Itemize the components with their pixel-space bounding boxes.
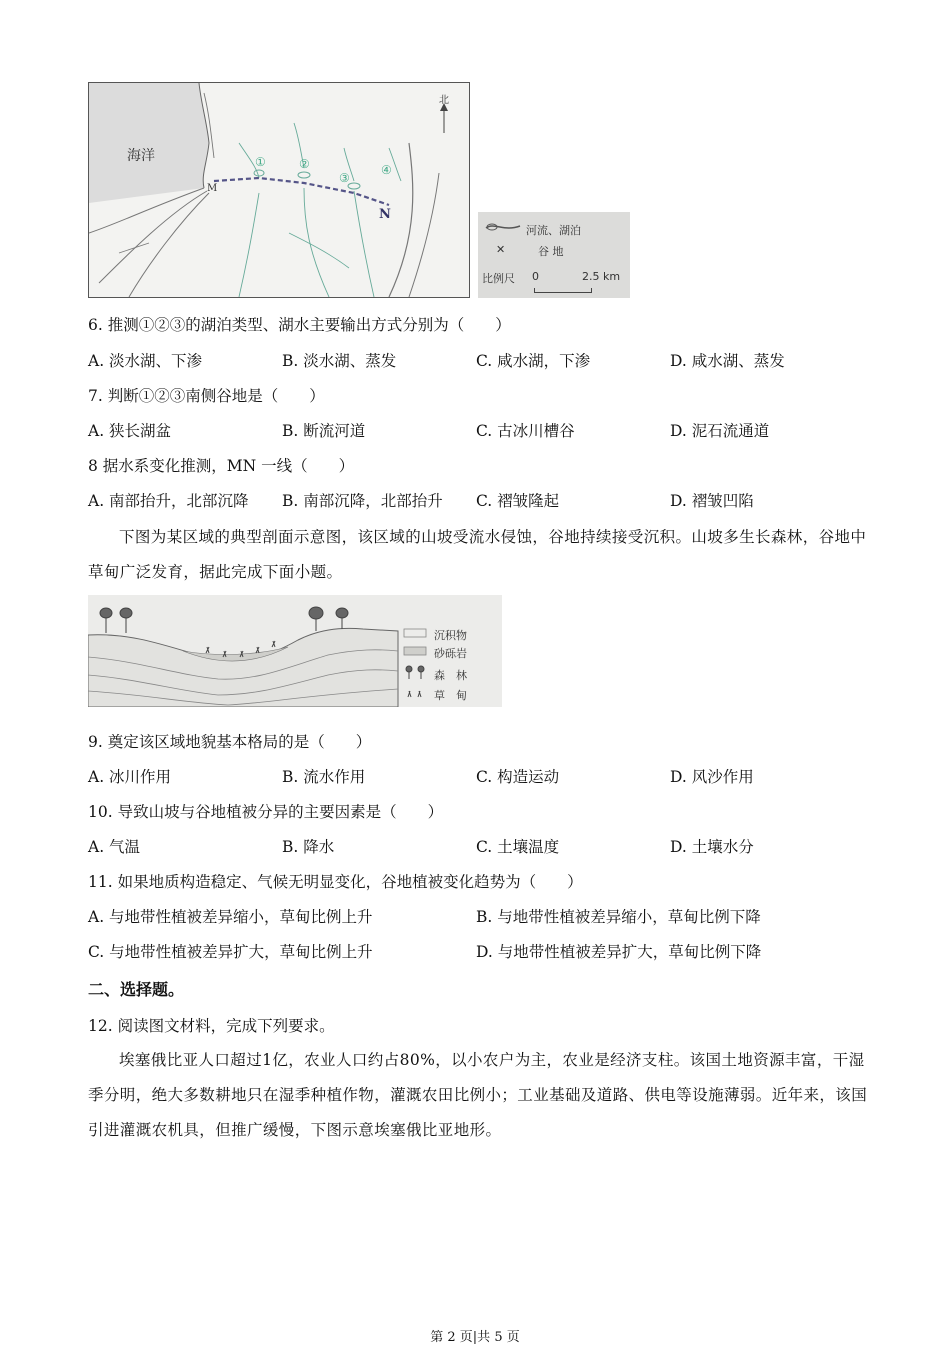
legend-scale-end: 2.5 km: [582, 270, 621, 283]
q10-option-b[interactable]: B. 降水: [282, 838, 335, 856]
profile-legend-meadow: 草 甸: [434, 689, 467, 702]
q8-option-b[interactable]: B. 南部沉降，北部抬升: [282, 492, 443, 510]
q9-option-d[interactable]: D. 风沙作用: [670, 768, 754, 786]
question-7-stem: 7. 判断①②③南侧谷地是（ ）: [88, 387, 325, 405]
q9-option-c[interactable]: C. 构造运动: [476, 768, 560, 786]
q8-option-c[interactable]: C. 褶皱隆起: [476, 492, 560, 510]
q8-option-a[interactable]: A. 南部抬升，北部沉降: [88, 492, 249, 510]
legend-scale-start: 0: [532, 270, 539, 283]
q6-option-c[interactable]: C. 咸水湖，下渗: [476, 352, 591, 370]
valley-legend-icon: ✕: [496, 243, 506, 256]
q8-option-d[interactable]: D. 褶皱凹陷: [670, 492, 754, 510]
q11-option-b[interactable]: B. 与地带性植被差异缩小，草甸比例下降: [476, 908, 761, 926]
valley-profile-figure: [88, 595, 502, 707]
lake-marker-3: ③: [339, 171, 350, 185]
q10-option-d[interactable]: D. 土壤水分: [670, 838, 754, 856]
legend-valley: 谷 地: [538, 245, 564, 258]
lake-marker-1: ①: [255, 155, 266, 169]
q7-option-c[interactable]: C. 古冰川槽谷: [476, 422, 575, 440]
question-10-stem: 10. 导致山坡与谷地植被分异的主要因素是（ ）: [88, 803, 444, 821]
q6-option-b[interactable]: B. 淡水湖、蒸发: [282, 352, 397, 370]
q10-option-a[interactable]: A. 气温: [88, 838, 141, 856]
q10-option-c[interactable]: C. 土壤温度: [476, 838, 560, 856]
question-11-stem: 11. 如果地质构造稳定、气候无明显变化，谷地植被变化趋势为（ ）: [88, 873, 583, 891]
section-2-title: 二、选择题。: [88, 980, 185, 999]
question-12-material: 埃塞俄比亚人口超过1亿，农业人口约占80%，以小农户为主，农业是经济支柱。该国土地资源丰富，干湿季分明，绝大多数耕地只在湿季种植作物，灌溉农田比例小；工业基础及道路、供电等设施薄弱。近年来，该国引进灌溉农机具，但推广缓慢，下图示意埃塞俄比亚地形。: [88, 1051, 868, 1139]
q7-option-a[interactable]: A. 狭长湖盆: [88, 422, 172, 440]
profile-legend-conglomerate: 砂砾岩: [434, 647, 467, 660]
question-12-stem: 12. 阅读图文材料，完成下列要求。: [88, 1017, 335, 1035]
question-9-stem: 9. 奠定该区域地貌基本格局的是（ ）: [88, 733, 372, 751]
point-n-label: N: [379, 207, 391, 222]
map-drawing: [89, 83, 469, 297]
profile-legend-forest: 森 林: [434, 669, 467, 682]
ocean-label: 海洋: [127, 148, 155, 164]
q11-option-d[interactable]: D. 与地带性植被差异扩大，草甸比例下降: [476, 943, 762, 961]
q7-option-d[interactable]: D. 泥石流通道: [670, 422, 770, 440]
north-label: 北: [439, 95, 449, 106]
point-m-label: M: [207, 183, 218, 194]
question-8-stem: 8 据水系变化推测，MN 一线（ ）: [88, 457, 355, 475]
profile-intro-paragraph: 下图为某区域的典型剖面示意图，该区域的山坡受流水侵蚀，谷地持续接受沉积。山坡多生长森林，谷地中草甸广泛发育，据此完成下面小题。: [88, 528, 867, 581]
question-6-stem: 6. 推测①②③的湖泊类型、湖水主要输出方式分别为（ ）: [88, 316, 511, 334]
legend-river-lake: 河流、湖泊: [526, 224, 581, 237]
profile-legend-sediment: 沉积物: [434, 629, 467, 642]
q9-option-b[interactable]: B. 流水作用: [282, 768, 366, 786]
q11-option-c[interactable]: C. 与地带性植被差异扩大，草甸比例上升: [88, 943, 373, 961]
lake-marker-4: ④: [381, 163, 392, 177]
q7-option-b[interactable]: B. 断流河道: [282, 422, 366, 440]
page-number-footer: 第 2 页|共 5 页: [430, 1330, 520, 1345]
q6-option-a[interactable]: A. 淡水湖、下渗: [88, 352, 203, 370]
map-legend: [478, 212, 630, 298]
q11-option-a[interactable]: A. 与地带性植被差异缩小，草甸比例上升: [88, 908, 373, 926]
lake-marker-2: ②: [299, 157, 310, 171]
river-lake-map: [88, 82, 470, 298]
q9-option-a[interactable]: A. 冰川作用: [88, 768, 172, 786]
legend-scale-label: 比例尺: [482, 272, 515, 285]
tree-icon: [100, 608, 132, 633]
q6-option-d[interactable]: D. 咸水湖、蒸发: [670, 352, 785, 370]
river-lake-legend-icon: [484, 218, 524, 238]
scale-bar: [534, 288, 592, 293]
